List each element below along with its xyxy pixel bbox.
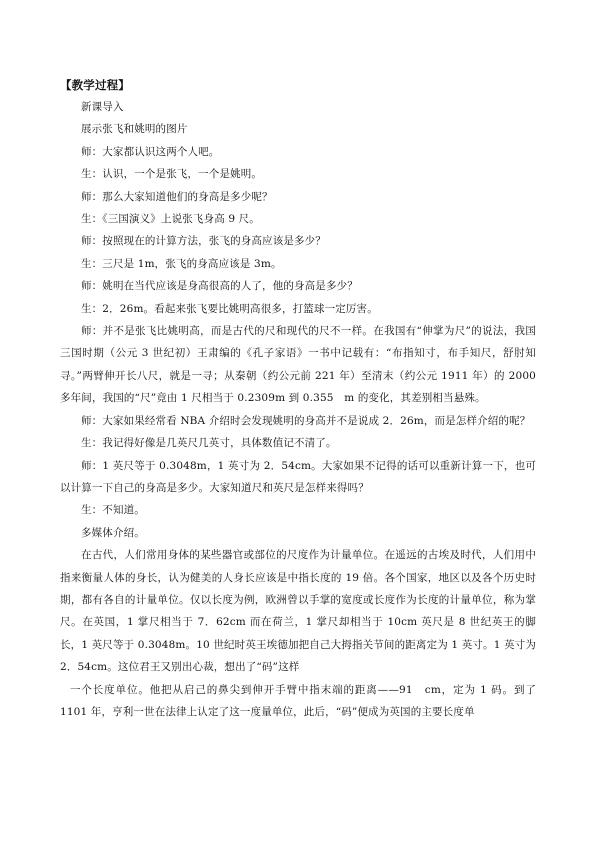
dialogue-line: 生：不知道。 <box>81 504 145 517</box>
dialogue-line: 生：三尺是 1m，张飞的身高应该是 3m。 <box>81 257 282 270</box>
dialogue-line: 师：按照现在的计算方法，张飞的身高应该是多少？ <box>81 235 326 248</box>
paragraph-multimedia: 多媒体介绍。 <box>81 526 145 539</box>
dialogue-paragraph-chi-history: 师：并不是张飞比姚明高，而是古代的尺和现代的尺不一样。在我国有“伸掌为尺”的说法，我国三国时期（公元 3 世纪初）王肃编的《孔子家语》一书中记载有：“布指知寸，布手知尺，舒肘知寻。”两臂伸开长八尺，就是一寻；从秦朝（约公元前 221 年）至清末（约公元 1911 年）的 2000 多年间，我国的“尺”竟由 1 尺相当于 0.2309m 到 0.355 m 的变化，其差别相当悬殊。 <box>60 325 536 405</box>
paragraph-ancient-units: 在古代，人们常用身体的某些器官或部位的尺度作为计量单位。在遥远的古埃及时代，人们用中指来衡量人体的身长，认为健美的人身长应该是中指长度的 19 倍。各个国家，地区以及各个历史时期，都有各自的计量单位。仅以长度为例，欧洲曾以手掌的宽度或长度作为长度的计量单位，称为掌尺。在英国，1 掌尺相当于 7．62cm 而在荷兰，1 掌尺却相当于 10cm 英尺是 8 世纪英王的脚长，1 英尺等于 0.3048m。10 世纪时英王埃德加把自己大拇指关节间的距离定为 1 英寸。1 英寸为 2．54cm。这位君王又别出心裁，想出了“码”这样 <box>60 549 536 674</box>
dialogue-paragraph-feet-inches: 师：1 英尺等于 0.3048m，1 英寸为 2．54cm。大家如果不记得的话可以重新计算一下，也可以计算一下自己的身高是多少。大家知道尺和英尺是怎样来得吗？ <box>60 459 536 494</box>
dialogue-line: 师：姚明在当代应该是身高很高的人了，他的身高是多少？ <box>81 280 358 293</box>
dialogue-line: 生：《三国演义》上说张飞身高 9 尺。 <box>81 213 260 226</box>
paragraph-intro: 新课导入 <box>81 101 124 113</box>
document-body <box>60 74 536 723</box>
section-heading: 【教学过程】 <box>60 78 130 92</box>
paragraph-show-pictures: 展示张飞和姚明的图片 <box>81 123 188 136</box>
paragraph-yard-definition: 一个长度单位。他把从启己的鼻尖到伸开手臂中指末端的距离——91 cm，定为 1 码。到了 1101 年，亨利一世在法律上认定了这一度量单位，此后，“码”便成为英国的主要长度单 <box>60 683 536 718</box>
dialogue-paragraph-nba: 师：大家如果经常看 NBA 介绍时会发现姚明的身高并不是说成 2．26m，而是怎样介绍的呢？ <box>81 414 531 427</box>
dialogue-line: 生：认识，一个是张飞，一个是姚明。 <box>81 168 263 181</box>
dialogue-line: 生：2．26m。看起来张飞要比姚明高很多，打篮球一定厉害。 <box>81 302 378 315</box>
dialogue-line: 师：大家都认识这两个人吧。 <box>81 145 220 158</box>
dialogue-line: 生：我记得好像是几英尺几英寸，具体数值记不清了。 <box>81 437 337 450</box>
dialogue-line: 师：那么大家知道他们的身高是多少呢？ <box>81 190 273 203</box>
